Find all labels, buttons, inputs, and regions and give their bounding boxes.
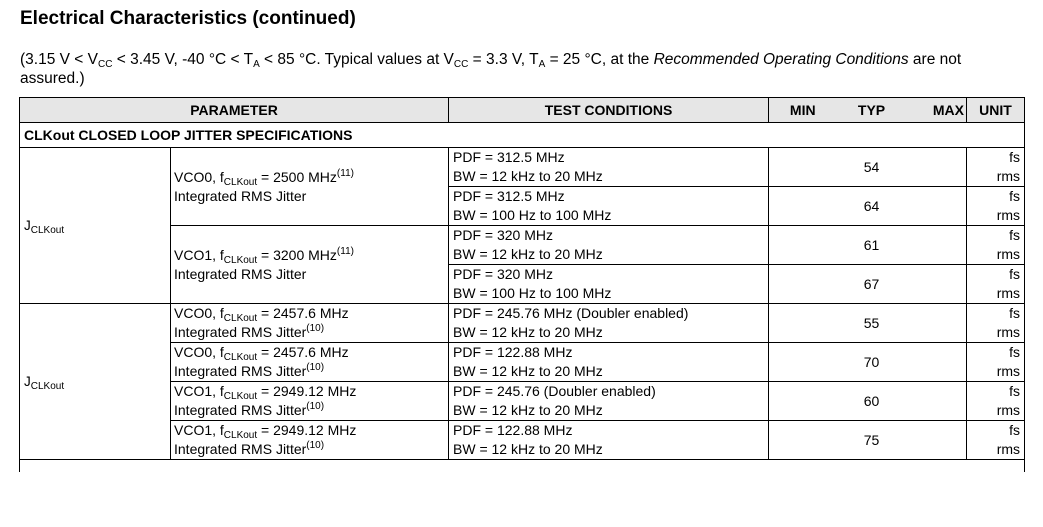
unit-cell: fs rms (967, 382, 1025, 421)
max-cell (907, 148, 967, 187)
max-cell (907, 421, 967, 460)
min-cell (769, 148, 837, 187)
max-cell (907, 304, 967, 343)
operating-conditions-note: (3.15 $V < V_{CC} < 3.45$ V, -40 $^\circ C < T_A < 85$ °C. Typical values at $V_{CC} = 3.3$ V, $T_A = 25$ °C, at the Recommended Operating Conditions are not assured.) (20, 51, 962, 87)
table-row (20, 304, 1025, 343)
test-condition-cell: PDF = 245.76 (Doubler enabled) BW = 12 kHz to 20 MHz (449, 382, 769, 421)
max-cell (907, 226, 967, 265)
unit-cell: fs rms (967, 226, 1025, 265)
header-max: MAX (907, 98, 967, 123)
symbol-cell: $J_{CLKout}$ (20, 304, 171, 460)
section-title: CLKout CLOSED LOOP JITTER SPECIFICATIONS (20, 123, 1025, 148)
parameter-cell: VCO1, $f_{CLKout} = 2949.12$ MHz Integrated RMS Jitter$^{(10)}$ (171, 421, 449, 460)
typ-cell: 54 (837, 148, 907, 187)
max-cell (907, 187, 967, 226)
table-row-continuation (20, 460, 1025, 473)
min-cell (769, 304, 837, 343)
page-title: Electrical Characteristics (continued) (20, 8, 356, 29)
unit-cell: fs rms (967, 265, 1025, 304)
typ-cell: 60 (837, 382, 907, 421)
min-cell (769, 265, 837, 304)
min-cell (769, 382, 837, 421)
typ-cell: 64 (837, 187, 907, 226)
min-cell (769, 226, 837, 265)
table-row (20, 343, 1025, 382)
test-condition-cell: PDF = 122.88 MHz BW = 12 kHz to 20 MHz (449, 343, 769, 382)
typ-cell: 70 (837, 343, 907, 382)
typ-cell: 55 (837, 304, 907, 343)
header-min: MIN (769, 98, 837, 123)
test-condition-cell: PDF = 245.76 MHz (Doubler enabled) BW = 12 kHz to 20 MHz (449, 304, 769, 343)
electrical-characteristics-table (19, 97, 1025, 472)
header-test-conditions: TEST CONDITIONS (449, 98, 769, 123)
unit-cell: fs rms (967, 148, 1025, 187)
header-parameter: PARAMETER (20, 98, 449, 123)
parameter-cell: VCO0, $f_{CLKout} = 2500$ MHz$^{(11)}$ Integrated RMS Jitter (171, 148, 449, 226)
parameter-cell: VCO0, $f_{CLKout} = 2457.6$ MHz Integrated RMS Jitter$^{(10)}$ (171, 343, 449, 382)
table-header-row (20, 98, 1025, 123)
test-condition-cell: PDF = 122.88 MHz BW = 12 kHz to 20 MHz (449, 421, 769, 460)
test-condition-cell: PDF = 312.5 MHz BW = 100 Hz to 100 MHz (449, 187, 769, 226)
table-row (20, 226, 1025, 265)
section-header-row (20, 123, 1025, 148)
unit-cell: fs rms (967, 187, 1025, 226)
typ-cell: 67 (837, 265, 907, 304)
unit-cell: fs rms (967, 304, 1025, 343)
symbol-cell: $J_{CLKout}$ (20, 148, 171, 304)
test-condition-cell: PDF = 320 MHz BW = 12 kHz to 20 MHz (449, 226, 769, 265)
table-row (20, 382, 1025, 421)
min-cell (769, 343, 837, 382)
typ-cell: 61 (837, 226, 907, 265)
unit-cell: fs rms (967, 421, 1025, 460)
min-cell (769, 421, 837, 460)
test-condition-cell: PDF = 320 MHz BW = 100 Hz to 100 MHz (449, 265, 769, 304)
header-typ: TYP (837, 98, 907, 123)
max-cell (907, 265, 967, 304)
parameter-cell: VCO1, $f_{CLKout} = 3200$ MHz$^{(11)}$ Integrated RMS Jitter (171, 226, 449, 304)
continuation-cell (20, 460, 1025, 473)
typ-cell: 75 (837, 421, 907, 460)
header-unit: UNIT (967, 98, 1025, 123)
max-cell (907, 343, 967, 382)
table-row (20, 148, 1025, 187)
max-cell (907, 382, 967, 421)
table-row (20, 421, 1025, 460)
test-condition-cell: PDF = 312.5 MHz BW = 12 kHz to 20 MHz (449, 148, 769, 187)
unit-cell: fs rms (967, 343, 1025, 382)
parameter-cell: VCO0, $f_{CLKout} = 2457.6$ MHz Integrated RMS Jitter$^{(10)}$ (171, 304, 449, 343)
min-cell (769, 187, 837, 226)
parameter-cell: VCO1, $f_{CLKout} = 2949.12$ MHz Integrated RMS Jitter$^{(10)}$ (171, 382, 449, 421)
